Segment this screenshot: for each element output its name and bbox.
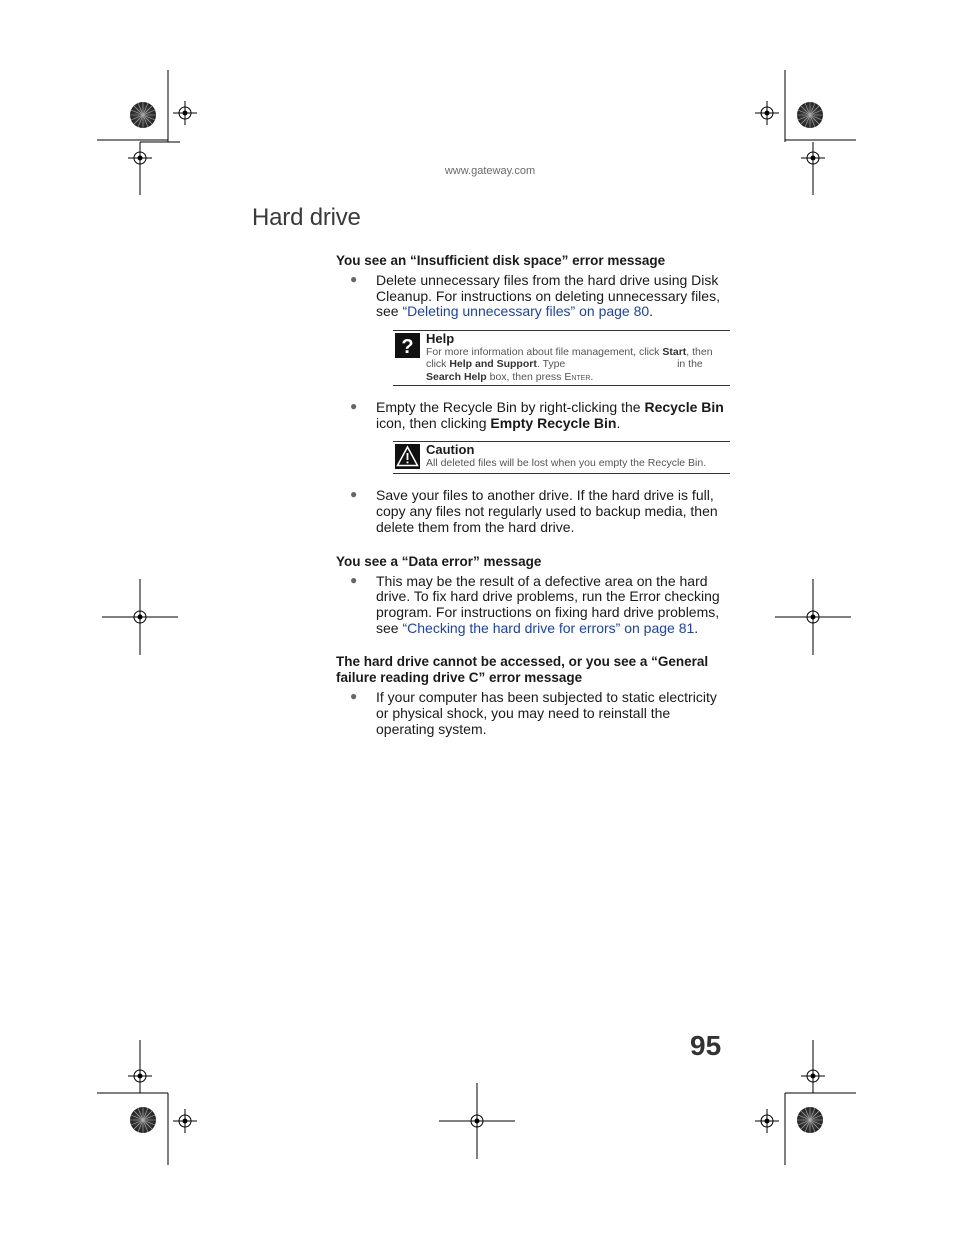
svg-text:?: ?	[401, 336, 414, 359]
help-question-icon	[395, 333, 420, 358]
section-heading: You see an “Insufficient disk space” error message	[336, 253, 666, 268]
bullet-icon: ●	[350, 689, 358, 704]
page-number: 95	[690, 1030, 722, 1061]
caution-text: All deleted files will be lost when you empty the Recycle Bin.	[426, 457, 707, 470]
caution-title: Caution	[426, 442, 475, 458]
help-box	[393, 330, 730, 386]
help-title: Help	[426, 331, 455, 347]
page-title: Hard drive	[252, 204, 361, 231]
bullet-icon: ●	[350, 487, 358, 502]
bullet-icon: ●	[350, 272, 358, 286]
main-content	[336, 253, 730, 745]
list-item: ● Empty the Recycle Bin by right-clicking the Recycle Bin icon, then clicking Empty Recycle Bin.	[350, 399, 724, 431]
link-checking-hard-drive[interactable]: “Checking the hard drive for errors” on page 81	[402, 619, 695, 636]
list-item: ● If your computer has been subjected to static electricity or physical shock, you may need to reinstall the operating system.	[350, 689, 717, 737]
section-heading: You see a “Data error” message	[336, 553, 542, 569]
bullet-icon: ●	[350, 572, 358, 587]
bullet-icon: ●	[350, 399, 358, 413]
caution-warning-icon	[395, 444, 420, 469]
header-url: www.gateway.com	[444, 165, 536, 177]
link-deleting-unnecessary-files[interactable]: “Deleting unnecessary files” on page 80	[402, 303, 650, 320]
section-heading: The hard drive cannot be accessed, or you see a “General failure reading drive C” error message	[336, 654, 709, 686]
help-text: For more information about file management, click Start, then click Help and Support. Type in the Search Help box, then press Enter.	[426, 346, 713, 383]
list-item: ● This may be the result of a defective area on the hard drive. To fix hard drive problems, run the Error checking program. For instructions on fixing hard drive problems, see “Checking the hard drive for errors” on page 81.	[350, 572, 720, 636]
caution-box	[393, 441, 730, 474]
list-item: ● Save your files to another drive. If the hard drive is full, copy any files not regularly used to backup media, then delete them from the hard drive.	[350, 487, 718, 535]
list-item: ● Delete unnecessary files from the hard drive using Disk Cleanup. For instructions on deleting unnecessary files, see “Deleting unnecessary files” on page 80.	[350, 272, 720, 320]
